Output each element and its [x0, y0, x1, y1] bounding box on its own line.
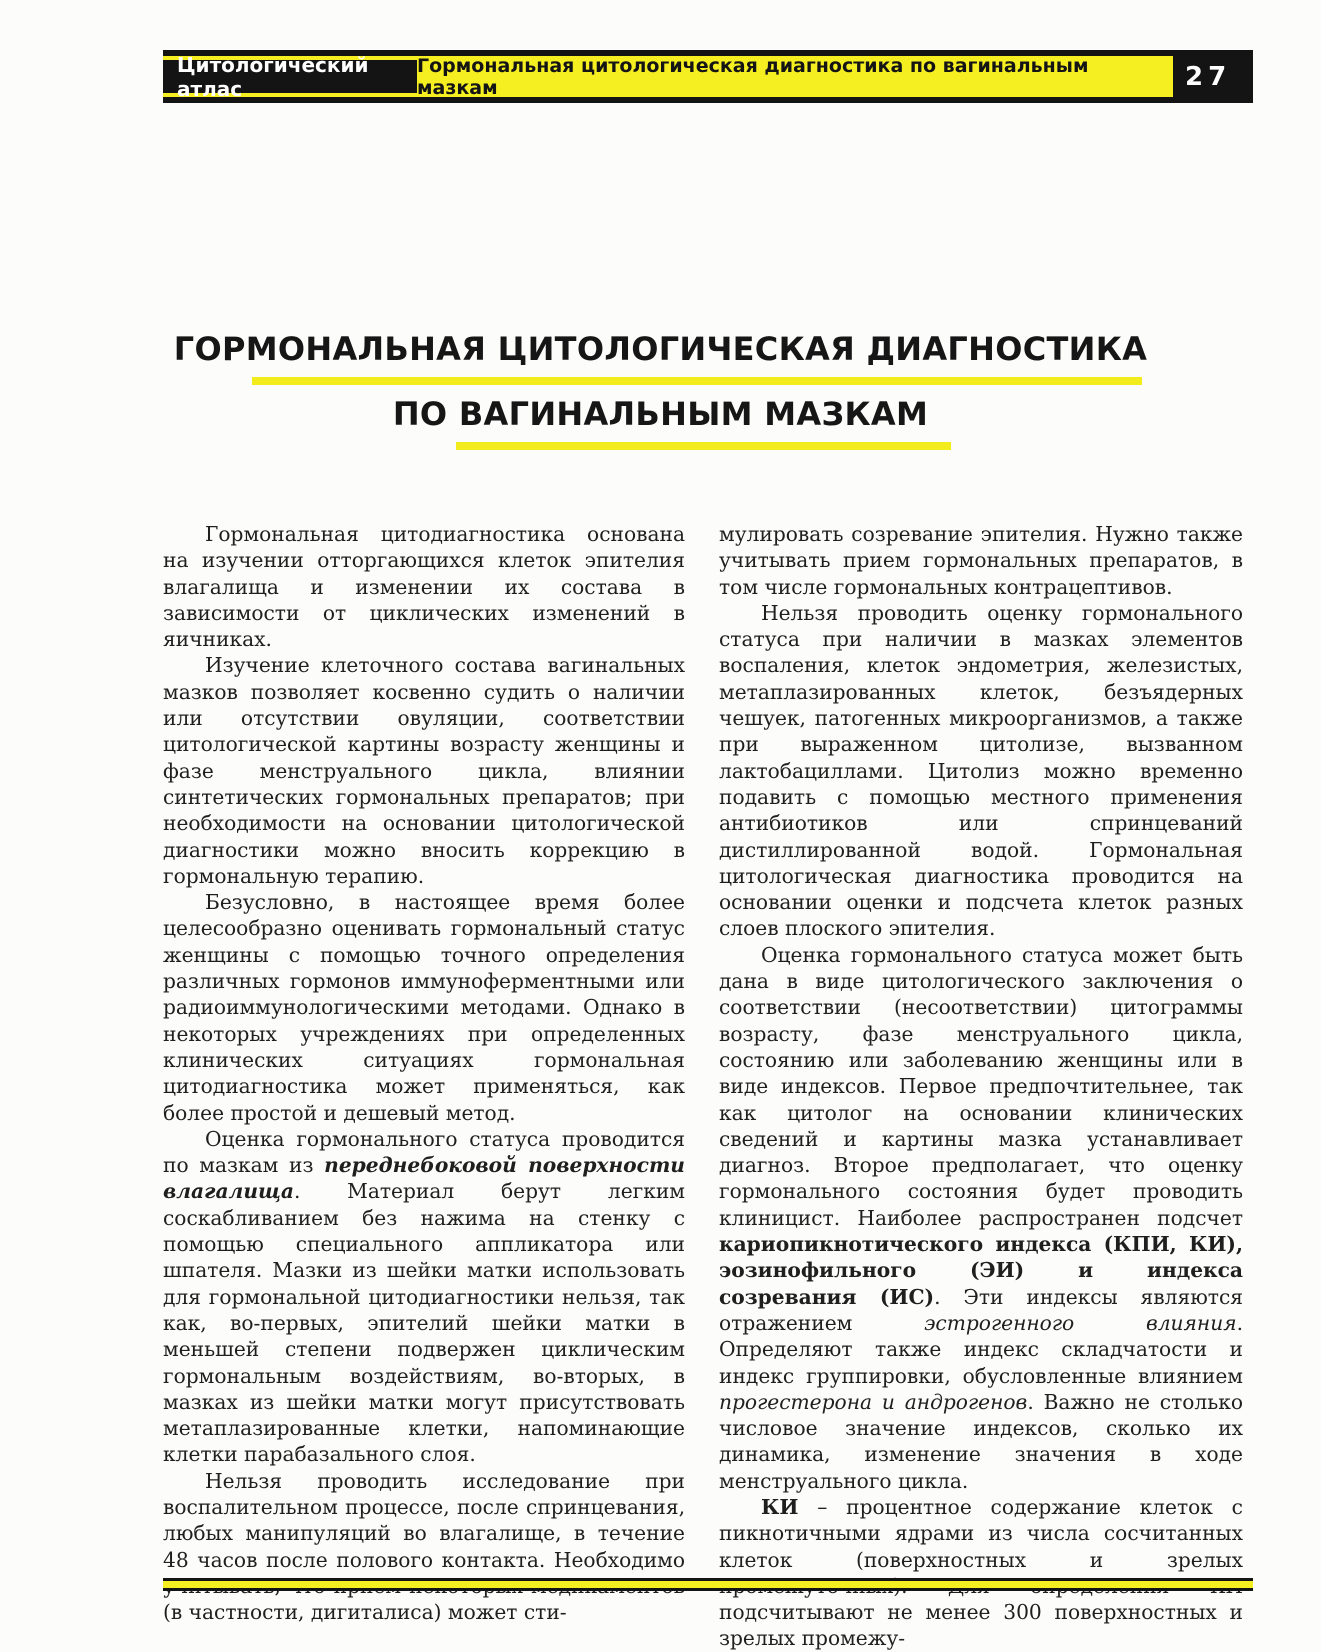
paragraph-continued: мулировать созревание эпителия. Нужно также учитывать прием гормональных препаратов, в том числе гормональных контрацептивов. [719, 522, 1243, 599]
paragraph: Изучение клеточного состава вагинальных мазков позволяет косвенно судить о наличии или отсутствии овуляции, соответствии цитологической картины возрасту женщины и фазе менструального цикла, влиянии синтетических гормональных препаратов; при необходимости на основании цитологической диагностики можно вносить коррекцию в гормональную терапию. [163, 653, 685, 888]
paragraph [719, 1494, 1243, 1652]
bold-term: кариопикнотического индекса (КПИ, КИ), эозинофильного (ЭИ) и индекса созревания (ИС) [719, 1232, 1243, 1309]
footer-rule [163, 1578, 1253, 1591]
page-number: 27 [1173, 56, 1253, 97]
paragraph [163, 1126, 685, 1468]
emphasis-term: переднебоковой поверхности влагалища [163, 1153, 685, 1204]
right-column [719, 521, 1243, 1652]
italic-term: эстрогенного влияния [924, 1310, 1237, 1335]
running-header [163, 50, 1253, 103]
paragraph: Безусловно, в настоящее время более целесообразно оценивать гормональный статус женщины с помощью точного определения различных гормонов иммуноферментными или радиоиммунологическими методами. Однако в некоторых учреждениях при определенных клинических ситуациях гормональная цитодиагностика может применяться, как более простой и дешевый метод. [163, 890, 685, 1125]
paragraph: Нельзя проводить исследование при воспалительном процессе, после спринцевания, любых манипуляций во влагалище, в течение 48 часов после полового контакта. Необходимо (в частности, дигиталиса) может сти- [163, 1468, 685, 1625]
section-title-line-2: ПО ВАГИНАЛЬНЫМ МАЗКАМ [392, 395, 929, 433]
title-underline-1 [252, 377, 1142, 385]
left-column [163, 521, 685, 1625]
text-run: . Материал берут легким соскабливанием без нажима на стенку с помощью специального аппликатора или шпателя. Мазки из шейки матки использовать для гормональной цитодиагностики нельзя, так как, во-первых, эпителий шейки матки в меньшей степени подвержен циклическим гормональным воздействиям, во-вторых, в мазках из шейки матки могут присутствовать метаплазированные клетки, напоминающие клетки парабазального слоя. [163, 1179, 685, 1467]
title-underline-2 [456, 442, 951, 450]
paragraph [719, 942, 1243, 1494]
italic-term: прогестерона и андрогенов [719, 1389, 1028, 1414]
paragraph: Нельзя проводить оценку гормонального статуса при наличии в мазках элементов воспаления, клеток эндометрия, железистых, метаплазированных клеток, безъядерных чешуек, патогенных микроорганизмов, а также при выраженном цитолизе, вызванном лактобациллами. Цитолиз можно временно подавить с помощью местного применения антибиотиков или спринцеваний дистиллированной водой. Гормональная цитологическая диагностика проводится на основании оценки и подсчета клеток разных слоев плоского эпителия. [719, 600, 1243, 941]
text-run: . Важно не столько числовое значение индексов, сколько их динамика, изменение значения в ходе менструального цикла. [719, 1389, 1243, 1493]
section-title-line-1: ГОРМОНАЛЬНАЯ ЦИТОЛОГИЧЕСКАЯ ДИАГНОСТИКА [173, 330, 1148, 368]
text-run: . Эти индексы являются отражением [719, 1284, 1243, 1335]
text-run: Оценка гормонального статуса проводится по мазкам из [163, 1126, 685, 1178]
book-title: Цитологический атлас [163, 60, 417, 93]
bold-term: КИ [761, 1494, 799, 1519]
text-run: – процентное содержание клеток с пикнотичными ядрами из числа сосчитанных клеток (поверхностных и зрелых подсчитывают не менее 300 поверхностных и зрелых промежу- [719, 1494, 1243, 1651]
text-run: Оценка гормонального статуса может быть дана в виде цитологического заключения о соответствии (несоответствии) цитограммы возрасту, фазе менструального цикла, состоянию или заболеванию женщины или в виде индексов. Первое предпочтительнее, так как цитолог на основании клинических сведений и картины мазка устанавливает диагноз. Второе предполагает, что оценку гормонального состояния будет проводить клиницист. Наиболее распространен подсчет [719, 942, 1243, 1230]
text-run: . Определяют также индекс складчатости и индекс группировки, обусловленные влиянием [719, 1310, 1243, 1388]
paragraph: Гормональная цитодиагностика основана на изучении отторгающихся клеток эпителия влагалища и изменении их состава в зависимости от циклических изменений в яичниках. [163, 522, 685, 652]
chapter-title: Гормональная цитологическая диагностика по вагинальным мазкам [417, 54, 1089, 99]
